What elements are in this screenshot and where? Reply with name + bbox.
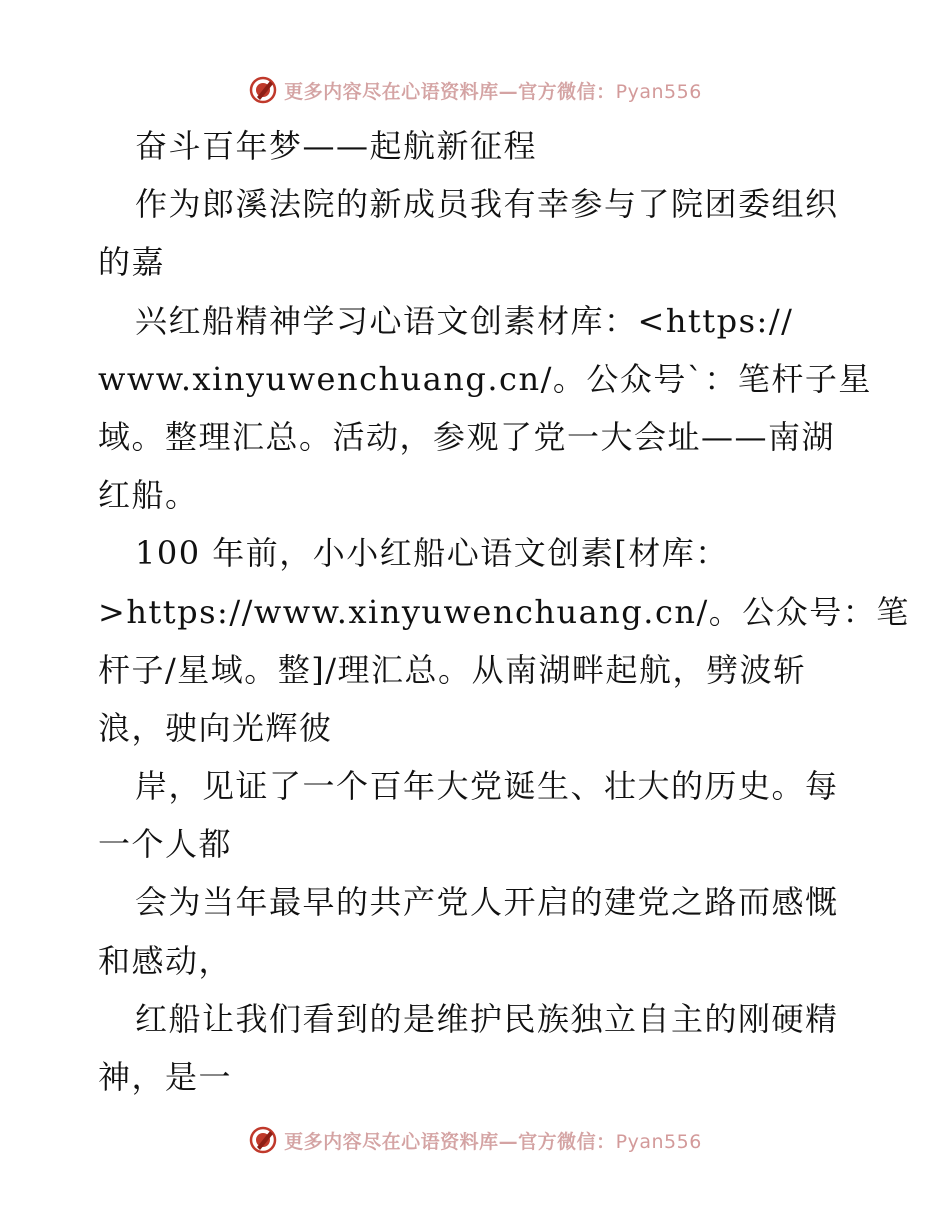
watermark-text: 更多内容尽在心语资料库—官方微信：Pyan556 [284,1130,702,1153]
text-line: 红船。 [98,476,199,515]
pen-logo-icon [248,1125,278,1155]
text-line: 浪，驶向光辉彼 [98,708,333,747]
text-line: 一个人都 [98,825,233,864]
pen-logo-icon [248,75,278,105]
text-line: 作为郎溪法院的新成员我有幸参与了院团委组织 [135,185,839,224]
text-line: www.xinyuwenchuang.cn/。公众号`：笔杆子星 [98,359,872,398]
text-line: 岸，见证了一个百年大党诞生、壮大的历史。每 [135,767,839,806]
watermark-footer [0,1120,950,1160]
text-line: 会为当年最早的共产党人开启的建党之路而感慨 [135,883,839,922]
watermark-id: Pyan556 [615,1130,702,1153]
watermark-header [0,70,950,110]
text-line: 红船让我们看到的是维护民族独立自主的刚硬精 [135,999,839,1038]
page-title: 奋斗百年梦——起航新征程 [135,127,538,165]
text-line: 杆子/星域。整]/理汇总。从南湖畔起航，劈波斩 [98,650,807,689]
text-line: 域。整理汇总。活动，参观了党一大会址——南湖 [98,417,836,456]
text-line: 兴红船精神学习心语文创素材库：<https:// [135,301,794,340]
text-line: 和感动， [98,941,233,980]
watermark-text: 更多内容尽在心语资料库—官方微信：Pyan556 [284,80,702,103]
document-body [98,117,910,1106]
watermark-id: Pyan556 [615,80,702,103]
text-line: >https://www.xinyuwenchuang.cn/。公众号：笔 [98,592,910,631]
text-line: 神，是一 [98,1058,233,1096]
text-line: 的嘉 [98,243,166,282]
text-line: 100 年前，小小红船心语文创素[材库： [135,534,729,573]
